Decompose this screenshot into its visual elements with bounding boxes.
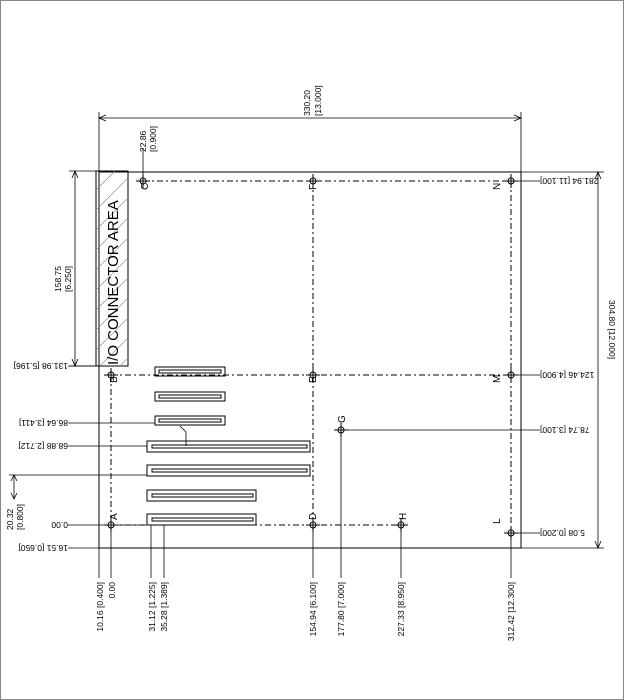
hole-c (136, 174, 151, 190)
hole-a (104, 513, 120, 532)
dim-overall-width-mm: 330.20 (302, 90, 312, 116)
hole-label-g: G (337, 415, 348, 423)
hole-label-l: L (492, 518, 503, 524)
board-outline (99, 172, 521, 548)
right-dim-label: 124.46 [4.900] (540, 370, 595, 380)
right-dimension-labels (540, 176, 598, 538)
left-dim-label: 131.98 [5.196] (13, 361, 68, 371)
hole-label-n: N (492, 182, 503, 190)
hole-label-f: F (308, 183, 319, 190)
hole-label-a: A (109, 513, 120, 520)
dim-gap-in: [0.800] (15, 504, 25, 530)
hole-grid-lines (111, 181, 511, 533)
right-dim-label: 281.94 [11.100] (540, 176, 599, 186)
dim-c-offset-mm: 22.86 (138, 130, 148, 152)
dim-c-offset-in: [0.900] (148, 126, 158, 152)
hole-label-b: B (109, 376, 120, 383)
bottom-dim-label: 35.28 [1.389] (159, 582, 169, 632)
dim-io-height-mm: 158.75 (53, 266, 63, 292)
bottom-dim-label: 227.33 [8.950] (396, 582, 406, 637)
hole-n (492, 174, 518, 190)
hole-h (394, 513, 409, 532)
bottom-dim-label: 0.00 (107, 582, 117, 599)
left-dim-label: 68.88 [2.712] (18, 441, 68, 451)
hole-e (306, 368, 320, 383)
dimension-lines (9, 112, 604, 578)
dim-io-height-in: [6.250] (63, 266, 73, 292)
hole-label-h: H (398, 512, 409, 520)
bottom-dim-label: 154.94 [6.100] (308, 582, 318, 637)
bottom-dim-label: 10.16 [0.400] (95, 582, 105, 632)
left-dim-label: 0.00 (51, 520, 68, 530)
dim-overall-height: 304.80 [12.000] (607, 300, 617, 360)
left-dim-label: 16.51 [0.650] (18, 543, 68, 553)
hole-b (104, 368, 120, 383)
hole-label-c: C (140, 182, 151, 190)
expansion-slots (147, 367, 310, 525)
dim-overall-width (302, 85, 323, 116)
bottom-dim-label: 31.12 [1.225] (147, 582, 157, 632)
bottom-dim-label: 312.42 [12.300] (506, 582, 516, 642)
hole-m (492, 368, 518, 383)
dim-gap (5, 504, 25, 530)
io-area-label: I/O CONNECTOR AREA (105, 200, 122, 365)
slot-7 (147, 514, 256, 525)
slot-2 (155, 392, 225, 401)
mounting-holes (104, 174, 518, 540)
hole-l (492, 518, 518, 540)
hole-label-e: E (308, 376, 319, 383)
slot-3 (155, 416, 225, 425)
right-dim-label: 78.74 [3.100] (540, 425, 590, 435)
slot-4 (147, 441, 310, 452)
bottom-dim-label: 177.80 [7.000] (336, 582, 346, 637)
slot-6 (147, 490, 256, 501)
dim-gap-mm: 20.32 (5, 508, 15, 530)
dim-io-height (53, 266, 73, 292)
left-dim-label: 86.64 [3.411] (19, 418, 68, 428)
slot-5 (147, 465, 310, 476)
dim-overall-width-in: [13.000] (313, 85, 323, 116)
right-dim-label: 5.08 [0.200] (540, 528, 585, 538)
bottom-dimension-labels (95, 582, 516, 641)
hole-label-m: M (492, 374, 503, 383)
hole-f (306, 174, 320, 190)
hole-label-d: D (308, 512, 319, 520)
dim-c-offset (138, 126, 158, 152)
